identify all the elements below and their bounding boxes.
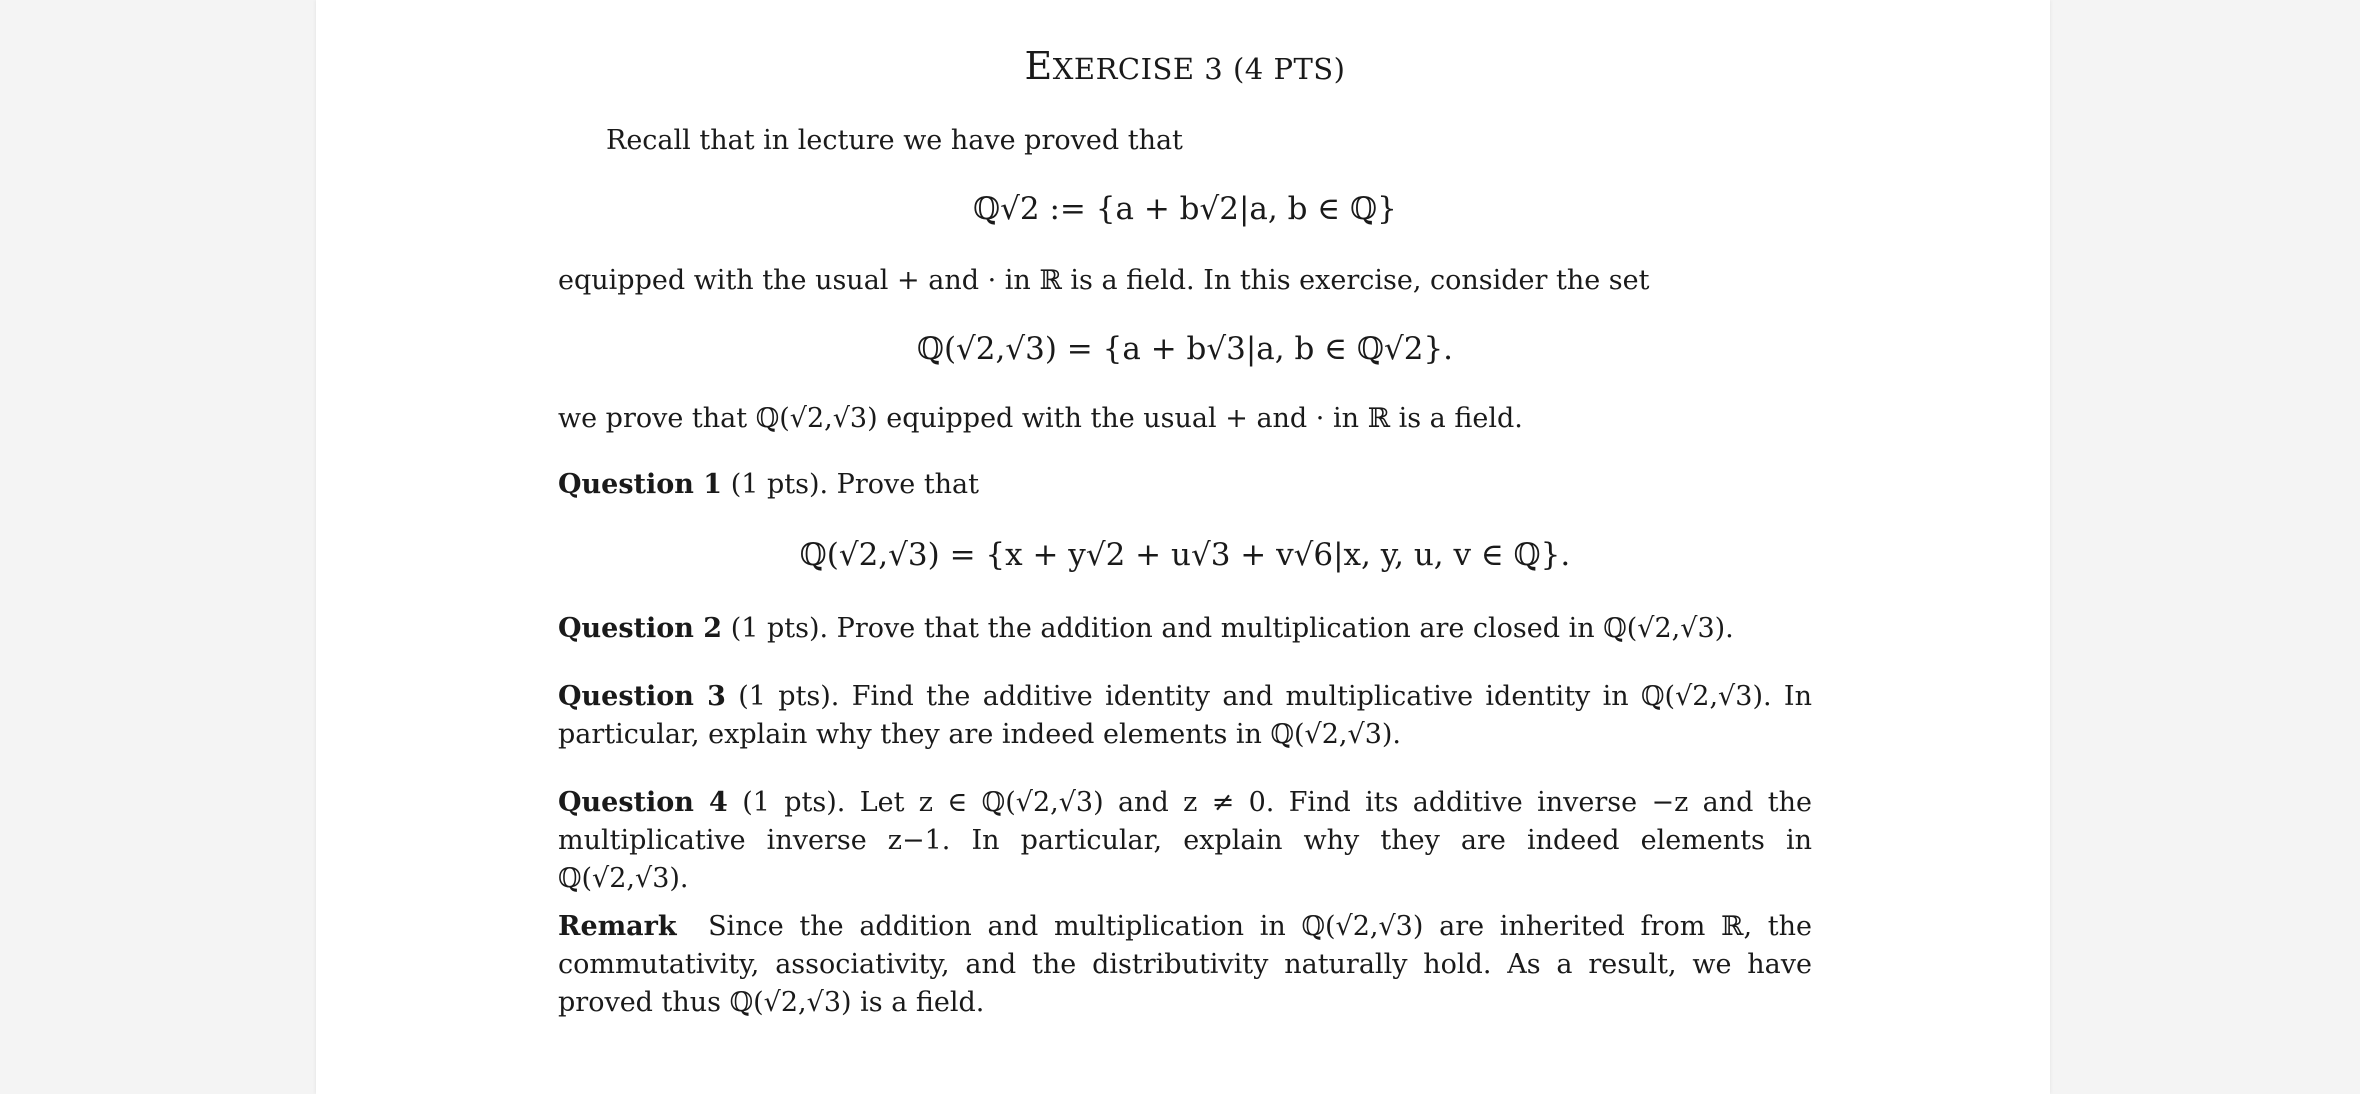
question-4-label: Question 4 xyxy=(558,787,728,818)
display-equation-basis: ℚ(√2,√3) = {x + y√2 + u√3 + v√6|x, y, u, v ∈ ℚ}. xyxy=(799,537,1571,573)
remark xyxy=(558,908,1812,1022)
question-3 xyxy=(558,678,1812,754)
question-2 xyxy=(558,610,1812,648)
display-equation-q-sqrt2: ℚ√2 := {a + b√2|a, b ∈ ℚ} xyxy=(973,191,1397,227)
remark-text: Since the addition and multiplication in ℚ(√2,√3) are inherited from ℝ, the commutativity, associativity, and the distributivity naturally hold. As a result, we have proved thus ℚ(√2,√3) is a field. xyxy=(558,911,1812,1018)
intro-paragraph: Recall that in lecture we have proved that xyxy=(606,125,1183,156)
display-equation-q-sqrt2-sqrt3: ℚ(√2,√3) = {a + b√3|a, b ∈ ℚ√2}. xyxy=(916,331,1454,367)
question-2-label: Question 2 xyxy=(558,613,723,644)
question-3-text: (1 pts). Find the additive identity and multiplicative identity in ℚ(√2,√3). In particular, explain why they are indeed elements in ℚ(√2,√3). xyxy=(558,681,1812,750)
document-page xyxy=(316,0,2050,1094)
field-statement: equipped with the usual + and · in ℝ is a field. In this exercise, consider the set xyxy=(558,265,1650,296)
question-3-label: Question 3 xyxy=(558,681,726,712)
goal-statement: we prove that ℚ(√2,√3) equipped with the usual + and · in ℝ is a field. xyxy=(558,403,1523,434)
question-1-label: Question 1 xyxy=(558,469,723,500)
question-2-text: (1 pts). Prove that the addition and multiplication are closed in ℚ(√2,√3). xyxy=(730,613,1734,644)
question-1-text: (1 pts). Prove that xyxy=(730,469,980,500)
question-4 xyxy=(558,784,1812,898)
question-4-text: (1 pts). Let z ∈ ℚ(√2,√3) and z ≠ 0. Find its additive inverse −z and the multiplicative inverse z−1. In particular, explain why they are indeed elements in ℚ(√2,√3). xyxy=(558,787,1812,894)
exercise-title: EXERCISE 3 (4 PTS) xyxy=(1024,44,1346,88)
remark-label: Remark xyxy=(558,911,677,942)
question-1 xyxy=(558,466,1812,504)
